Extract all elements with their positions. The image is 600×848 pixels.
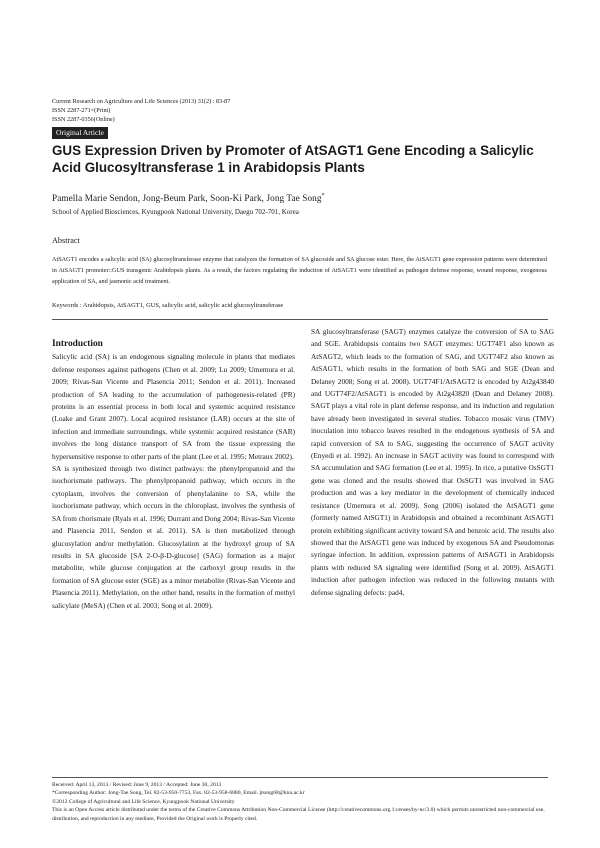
journal-citation: Current Research on Agriculture and Life Sciences (2013) 31(2) : 83-87	[52, 98, 231, 105]
keywords: Keywords : Arabidopsis, AtSAGT1, GUS, salicylic acid, salicylic acid glucosyltransferase	[52, 302, 284, 309]
body-paragraph: Salicylic acid (SA) is an endogenous signaling molecule in plants that mediates defense responses against pathogens (Chen et al. 2009; Lu 2009; Umemura et al. 2009; Rivas-San Vicente and Plasencia 2011; Sendon et al. 2011). Increased production of SA leading to the accumulation of pathogenesis-related (PR) proteins is an essential process in both local and systemic acquired resistance (Loake and Grant 2007). Local acquired resistance (LAR) occurs at the site of infection and immediate surroundings, while systemic acquired resistance (SAR) involves the long distance transport of SA from the tissue expressing the hypersensitive response to other parts of the plant (Lee et al. 1995; Metraux 2002).	[52, 352, 295, 461]
corresponding-author: *Corresponding Author: Jong-Tae Song, Tel. 82-53-950-7753, Fax. 82-53-958-6880, Email. jtsong68@knu.ac.kr	[52, 790, 305, 797]
introduction-heading: Introduction	[52, 339, 103, 349]
license-text: This is an Open Access article distributed under the terms of the Creative Commons Attribution Non-Commercial License (http://creativecommons.org.1:censes/by-nc/3.0) which permits unrestricted non-commercial use, distribution, and reproduction in any medium, Provided the Original work is Properly cited.	[52, 807, 545, 822]
abstract-heading: Abstract	[52, 236, 80, 245]
issn-online: ISSN 2287-0356(Online)	[52, 116, 115, 124]
corresponding-mark: *	[321, 193, 325, 199]
body-paragraph: SA is synthesized through two distinct pathways: the phenylpropanoid and the isochorismate pathways. The phenylpropanoid pathway, which occurs in the cytoplasm, involves the conversion of phenylalanine to SA, while the isochorismate pathway, which occurs in the chloroplast, involves the synthesis of SA from chorismate (Ryals et al. 1996; Durrant and Dong 2004; Rivas-San Vicente and Plasencia 2011, Sendon et al. 2011). SA is then metabolized through glucosylation and/or methylation. Glucosylation at the hydroxyl group of SA results in SA glucoside [SA 2-O-β-D-glucose] (SAG) formation as a major metabolite, while glucose conjugation at the carboxyl group results in the formation of SA glucose ester (SGE) as a minor metabolite (Rivas-San Vicente and Plasencia 2011). Methylation, on the other hand, results in the formation of methyl salicylate (MeSA) (Chen et al. 2003; Song et al. 2009).	[52, 464, 296, 610]
author-list	[52, 193, 325, 203]
copyright: ©2012 College of Agricultural and Life Science, Kyungpook National University	[52, 798, 235, 805]
footer-divider	[52, 777, 548, 778]
footer-notes	[52, 781, 548, 823]
affiliation: School of Applied Biosciences, Kyungpook National University, Daegu 702-701, Korea	[52, 208, 299, 216]
paper-title: GUS Expression Driven by Promoter of AtSAGT1 Gene Encoding a Salicylic Acid Glucosyltransferase 1 in Arabidopsis Plants	[52, 143, 534, 175]
abstract-text: AtSAGT1 encodes a salicylic acid (SA) glucosyltransferase enzyme that catalyzes the formation of SA glucoside and SA glucose ester. Here, the AtSAGT1 gene expression patterns were determined in AtSAGT1 promoter::GUS transgenic Arabidopsis plants. As a result, the factors regulating the induction of AtSAGT1 were identified as pathogen defense response, wound response, exogenous application of SA, and jasmonic acid treatment.	[52, 256, 547, 285]
received-dates: Received: April 13, 2013 / Revised: June 9, 2013 / Accepted: June 30, 2013	[52, 782, 222, 788]
journal-header	[52, 97, 230, 125]
section-divider	[52, 319, 548, 320]
article-type-badge: Original Article	[52, 127, 108, 139]
left-column	[52, 338, 295, 612]
issn-print: ISSN 2287-271×(Print)	[52, 107, 111, 115]
body-paragraph: SA glucosyltransferase (SAGT) enzymes catalyze the conversion of SA to SAG and SGE. Arabidopsis contains two SAGT enzymes: UGT74F1 also known as AtSAGT2, which leads to the formation of SAG, and UGT74F2 also known as AtSAGT1, which results in the formation of both SAG and SGE (Dean and Delaney 2008; Song et al. 2008). UGT74F1/AtSAGT2 is encoded by At2g43840 and UGT74F2/AtSAGT1 is encoded by At2g43820 (Dean and Delaney 2008). SAGT plays a vital role in plant defense response, and its induction and regulation have already been investigated in several studies. Tobacco mosaic virus (TMV) inoculation into tobacco leaves resulted in the endogenous synthesis of SA and rapid conversion of SA to SAG, suggesting the occurrence of SAGT activity (Enyedi et al. 1992). An increase in SAGT activity was found to correspond with SA accumulation and SAG formation (Lee et al. 1995). In rice, a putative OsSGT1 gene was cloned and the results showed that OsSGT1 was involved in SAG production and was a key mediator in the development of chemically induced resistance (Umemura et al. 2009). Song (2006) isolated the AtSAGT1 gene (formerly named AtSGT1) in Arabidopsis and obtained a recombinant AtSAGT1 protein exhibiting significant activity toward SA and benzoic acid. The results also showed that the AtSAGT1 gene was induced by exogenous SA and Pseudomonas syringae infection. In addition, expression patterns of AtSAGT1 in Arabidopsis plants with reduced SA signaling were identified (Song et al. 2009). AtSAGT1 induction after pathogen infection was reduced in the following mutants with defense signaling defects: pad4,	[311, 327, 554, 597]
author-names: Pamella Marie Sendon, Jong-Beum Park, Soon-Ki Park, Jong Tae Song	[52, 193, 322, 204]
right-column	[311, 326, 554, 599]
